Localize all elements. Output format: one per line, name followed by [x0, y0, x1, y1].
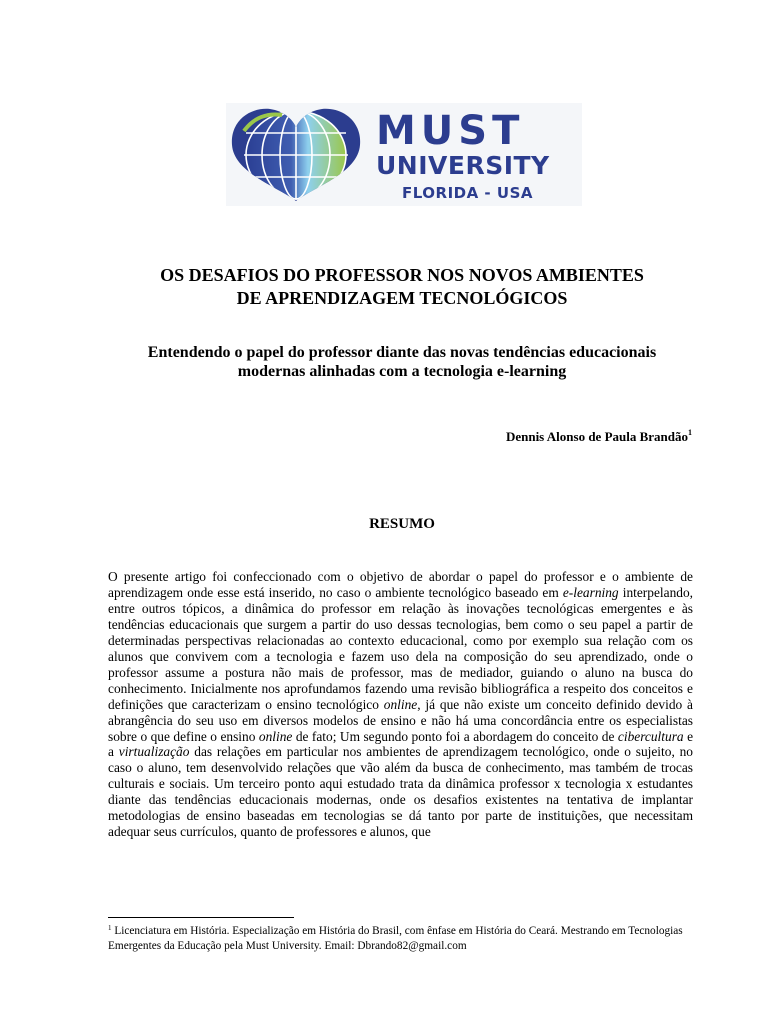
author-line [506, 429, 692, 445]
abstract-italic-term: online [258, 728, 293, 744]
abstract-text: e a [108, 728, 694, 760]
abstract-italic-term: cibercultura [617, 728, 684, 744]
university-logo [226, 103, 582, 206]
document-title [60, 264, 744, 310]
abstract-italic-term: e-learning [562, 584, 619, 600]
abstract-italic-term: online [383, 696, 418, 712]
subtitle-line-1: Entendendo o papel do professor diante das novas tendências educacionais [147, 344, 657, 361]
abstract-text: de fato; Um segundo ponto foi a abordagem do conceito de [292, 728, 618, 744]
footnote [108, 924, 688, 954]
footnote-divider [108, 917, 294, 918]
abstract-italic-term: virtualização [118, 744, 190, 760]
title-line-2: DE APRENDIZAGEM TECNOLÓGICOS [236, 288, 568, 308]
author-name: Dennis Alonso de Paula Brandão [505, 429, 688, 444]
logo-university: UNIVERSITY [376, 151, 550, 180]
abstract-text: O presente artigo foi confeccionado com o objetivo de abordar o papel do professor e o ambiente de aprendizagem onde esse está inserido, no caso o ambiente tecnológico baseado em [108, 569, 693, 600]
abstract-text: interpelando, entre outros tópicos, a dinâmica do professor em relação às inovações tecnológicas emergentes e às tendências educacionais que surgem a partir do uso dessas tecnologias, bem como o seu papel a partir de determinadas perspectivas relacionadas ao contexto educacional, como por exemplo sua relação com os alunos que convivem com a tecnologia e fazem uso dela na composição do seu aprendizado, onde o professor assume a postura não mais de professor, mas de mediador, guiando o aluno na busca do conhecimento. Inicialmente nos aprofundamos fazendo uma revisão bibliográfica a respeito dos conceitos e definições que caracterizam o ensino tecnológico [108, 584, 693, 712]
abstract-text: , já que não existe um conceito definido devido à abrangência do seu uso em diversos modelos de ensino e não há uma concordância entre os especialistas sobre o que define o ensino [108, 696, 693, 744]
globe-heart-icon [226, 103, 366, 206]
subtitle-line-2: modernas alinhadas com a tecnologia e-learning [237, 363, 567, 380]
author-footnote-mark[interactable]: 1 [688, 428, 692, 437]
document-subtitle [60, 343, 744, 381]
logo-title: MUST [376, 108, 525, 154]
abstract-text: das relações em particular nos ambientes de aprendizagem tecnológico, onde o sujeito, no caso o aluno, tem desenvolvido relações que vão além da busca de conhecimento, mas também de trocas culturais e sociais. Um terceiro ponto aqui estudado trata da dinâmica professor x tecnologia x estudantes diante das tendências educacionais modernas, onde os desafios existentes na tentativa de implantar metodologias de ensino baseadas em tecnologias se dá tanto por parte de instituições, que necessitam adequar seus currículos, quanto de professores e alunos, que [108, 744, 693, 840]
abstract-body [108, 569, 693, 840]
title-line-1: OS DESAFIOS DO PROFESSOR NOS NOVOS AMBIENTES [160, 265, 644, 285]
footnote-text: Licenciatura em História. Especialização em História do Brasil, com ênfase em História do Ceará. Mestrando em Tecnologias Emergentes da Educação pela Must University. Email: Dbrando82@gmail.com [108, 925, 683, 952]
logo-location: FLORIDA - USA [402, 184, 533, 202]
abstract-heading: RESUMO [369, 516, 435, 532]
footnote-mark: 1 [108, 924, 112, 932]
